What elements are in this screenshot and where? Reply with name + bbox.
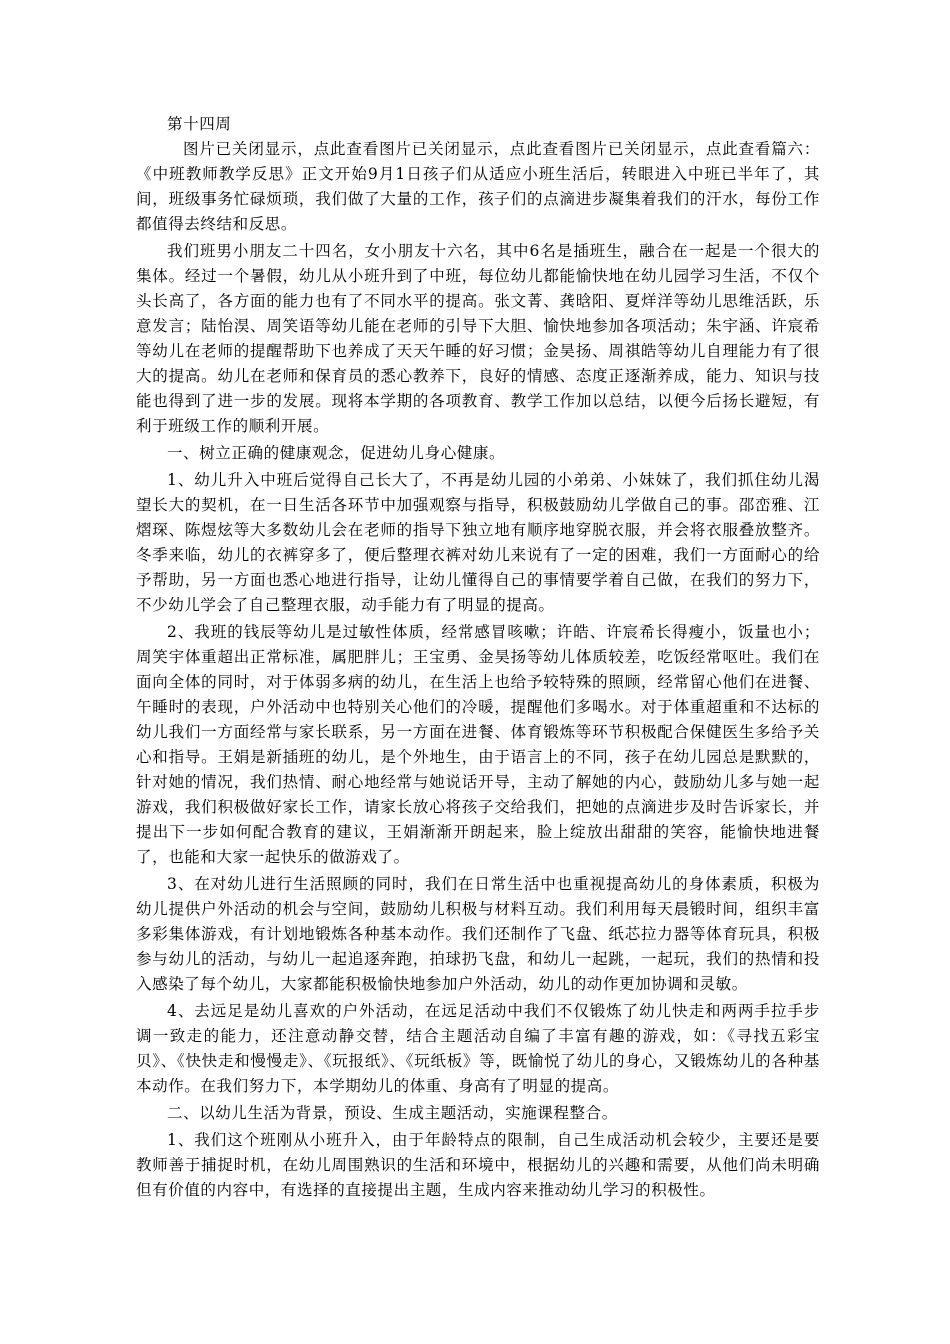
paragraph-item-3: 3、在对幼儿进行生活照顾的同时，我们在日常生活中也重视提高幼儿的身体素质，积极为幼儿提供户外活动的机会与空间，鼓励幼儿积极与材料互动。我们利用每天晨锻时间，组织丰富多彩集体游戏，有计划地锻炼各种基本动作。我们还制作了飞盘、纸芯拉力器等体育玩具，积极参与幼儿的活动，与幼儿一起追逐奔跑，拍球扔飞盘，和幼儿一起跳，一起玩，我们的热情和投入感染了每个幼儿，大家都能积极愉快地参加户外活动，幼儿的动作更加协调和灵敏。 (136, 875, 820, 993)
paragraph-intro: 图片已关闭显示，点此查看图片已关闭显示，点此查看图片已关闭显示，点此查看篇六：《中班教师教学反思》正文开始9月1日孩子们从适应小班生活后，转眼进入中班已半年了，其间，班级事务忙碌烦琐，我们做了大量的工作，孩子们的点滴进步凝集着我们的汗水，每份工作都值得去终结和反思。 (136, 140, 820, 233)
paragraph-class-overview: 我们班男小朋友二十四名，女小朋友十六名，其中6名是插班生，融合在一起是一个很大的集体。经过一个暑假，幼儿从小班升到了中班，每位幼儿都能愉快地在幼儿园学习生活，不仅个头长高了，各方面的能力也有了不同水平的提高。张文菁、龚晗阳、夏烊洋等幼儿思维活跃，乐意发言；陆怡淏、周笑语等幼儿能在老师的引导下大胆、愉快地参加各项活动；朱宇涵、许宸希等幼儿在老师的提醒帮助下也养成了天天午睡的好习惯；金昊扬、周祺皓等幼儿自理能力有了很大的提高。幼儿在老师和保育员的悉心教养下，良好的情感、态度正逐渐养成，能力、知识与技能也得到了进一步的发展。现将本学期的各项教育、教学工作加以总结，以便今后扬长避短，有利于班级工作的顺利开展。 (136, 242, 820, 435)
document-page (136, 112, 820, 1205)
section-heading-health: 一、树立正确的健康观念，促进幼儿身心健康。 (167, 444, 506, 462)
week-heading: 第十四周 (167, 115, 232, 133)
paragraph-item-2: 2、我班的钱辰等幼儿是过敏性体质，经常感冒咳嗽；许皓、许宸希长得瘦小，饭量也小；周笑宇体重超出正常标准，属肥胖儿；王宝勇、金昊扬等幼儿体质较差，吃饭经常呕吐。我们在面向全体的同时，对于体弱多病的幼儿，在生活上也给予较特殊的照顾，经常留心他们在进餐、午睡时的表现，户外活动中也特别关心他们的冷暖，提醒他们多喝水。对于体重超重和不达标的幼儿我们一方面经常与家长联系，另一方面在进餐、体育锻炼等环节积极配合保健医生多给予关心和指导。王娟是新插班的幼儿，是个外地生，由于语言上的不同，孩子在幼儿园总是默默的，针对她的情况，我们热情、耐心地经常与她说话开导，主动了解她的内心，鼓励幼儿多与她一起游戏，我们积极做好家长工作，请家长放心将孩子交给我们，把她的点滴进步及时告诉家长，并提出下一步如何配合教育的建议，王娟渐渐开朗起来，脸上绽放出甜甜的笑容，能愉快地进餐了，也能和大家一起快乐的做游戏了。 (136, 623, 820, 866)
paragraph-item-4: 4、去远足是幼儿喜欢的户外活动，在远足活动中我们不仅锻炼了幼儿快走和两两手拉手步调一致走的能力，还注意动静交替，结合主题活动自编了丰富有趣的游戏，如：《寻找五彩宝贝》、《快快走和慢慢走》、《玩报纸》、《玩纸板》等，既愉悦了幼儿的身心，又锻炼幼儿的各种基本动作。在我们努力下，本学期幼儿的体重、身高有了明显的提高。 (136, 1002, 820, 1095)
paragraph-curriculum-item-1: 1、我们这个班刚从小班升入，由于年龄特点的限制，自己生成活动机会较少，主要还是要教师善于捕捉时机，在幼儿周围熟识的生活和环境中，根据幼儿的兴趣和需要，从他们尚未明确但有价值的内容中，有选择的直接提出主题，生成内容来推动幼儿学习的积极性。 (136, 1131, 820, 1199)
section-heading-curriculum: 二、以幼儿生活为背景，预设、生成主题活动，实施课程整合。 (167, 1104, 618, 1122)
paragraph-item-1: 1、幼儿升入中班后觉得自己长大了，不再是幼儿园的小弟弟、小妹妹了，我们抓住幼儿渴望长大的契机，在一日生活各环节中加强观察与指导，积极鼓励幼儿学做自己的事。邵峦雅、江熠琛、陈煜炫等大多数幼儿会在老师的指导下独立地有顺序地穿脱衣服，并会将衣服叠放整齐。冬季来临，幼儿的衣裤穿多了，便后整理衣裤对幼儿来说有了一定的困难，我们一方面耐心的给予帮助，另一方面也悉心地进行指导，让幼儿懂得自己的事情要学着自己做，在我们的努力下，不少幼儿学会了自己整理衣服，动手能力有了明显的提高。 (136, 471, 820, 614)
